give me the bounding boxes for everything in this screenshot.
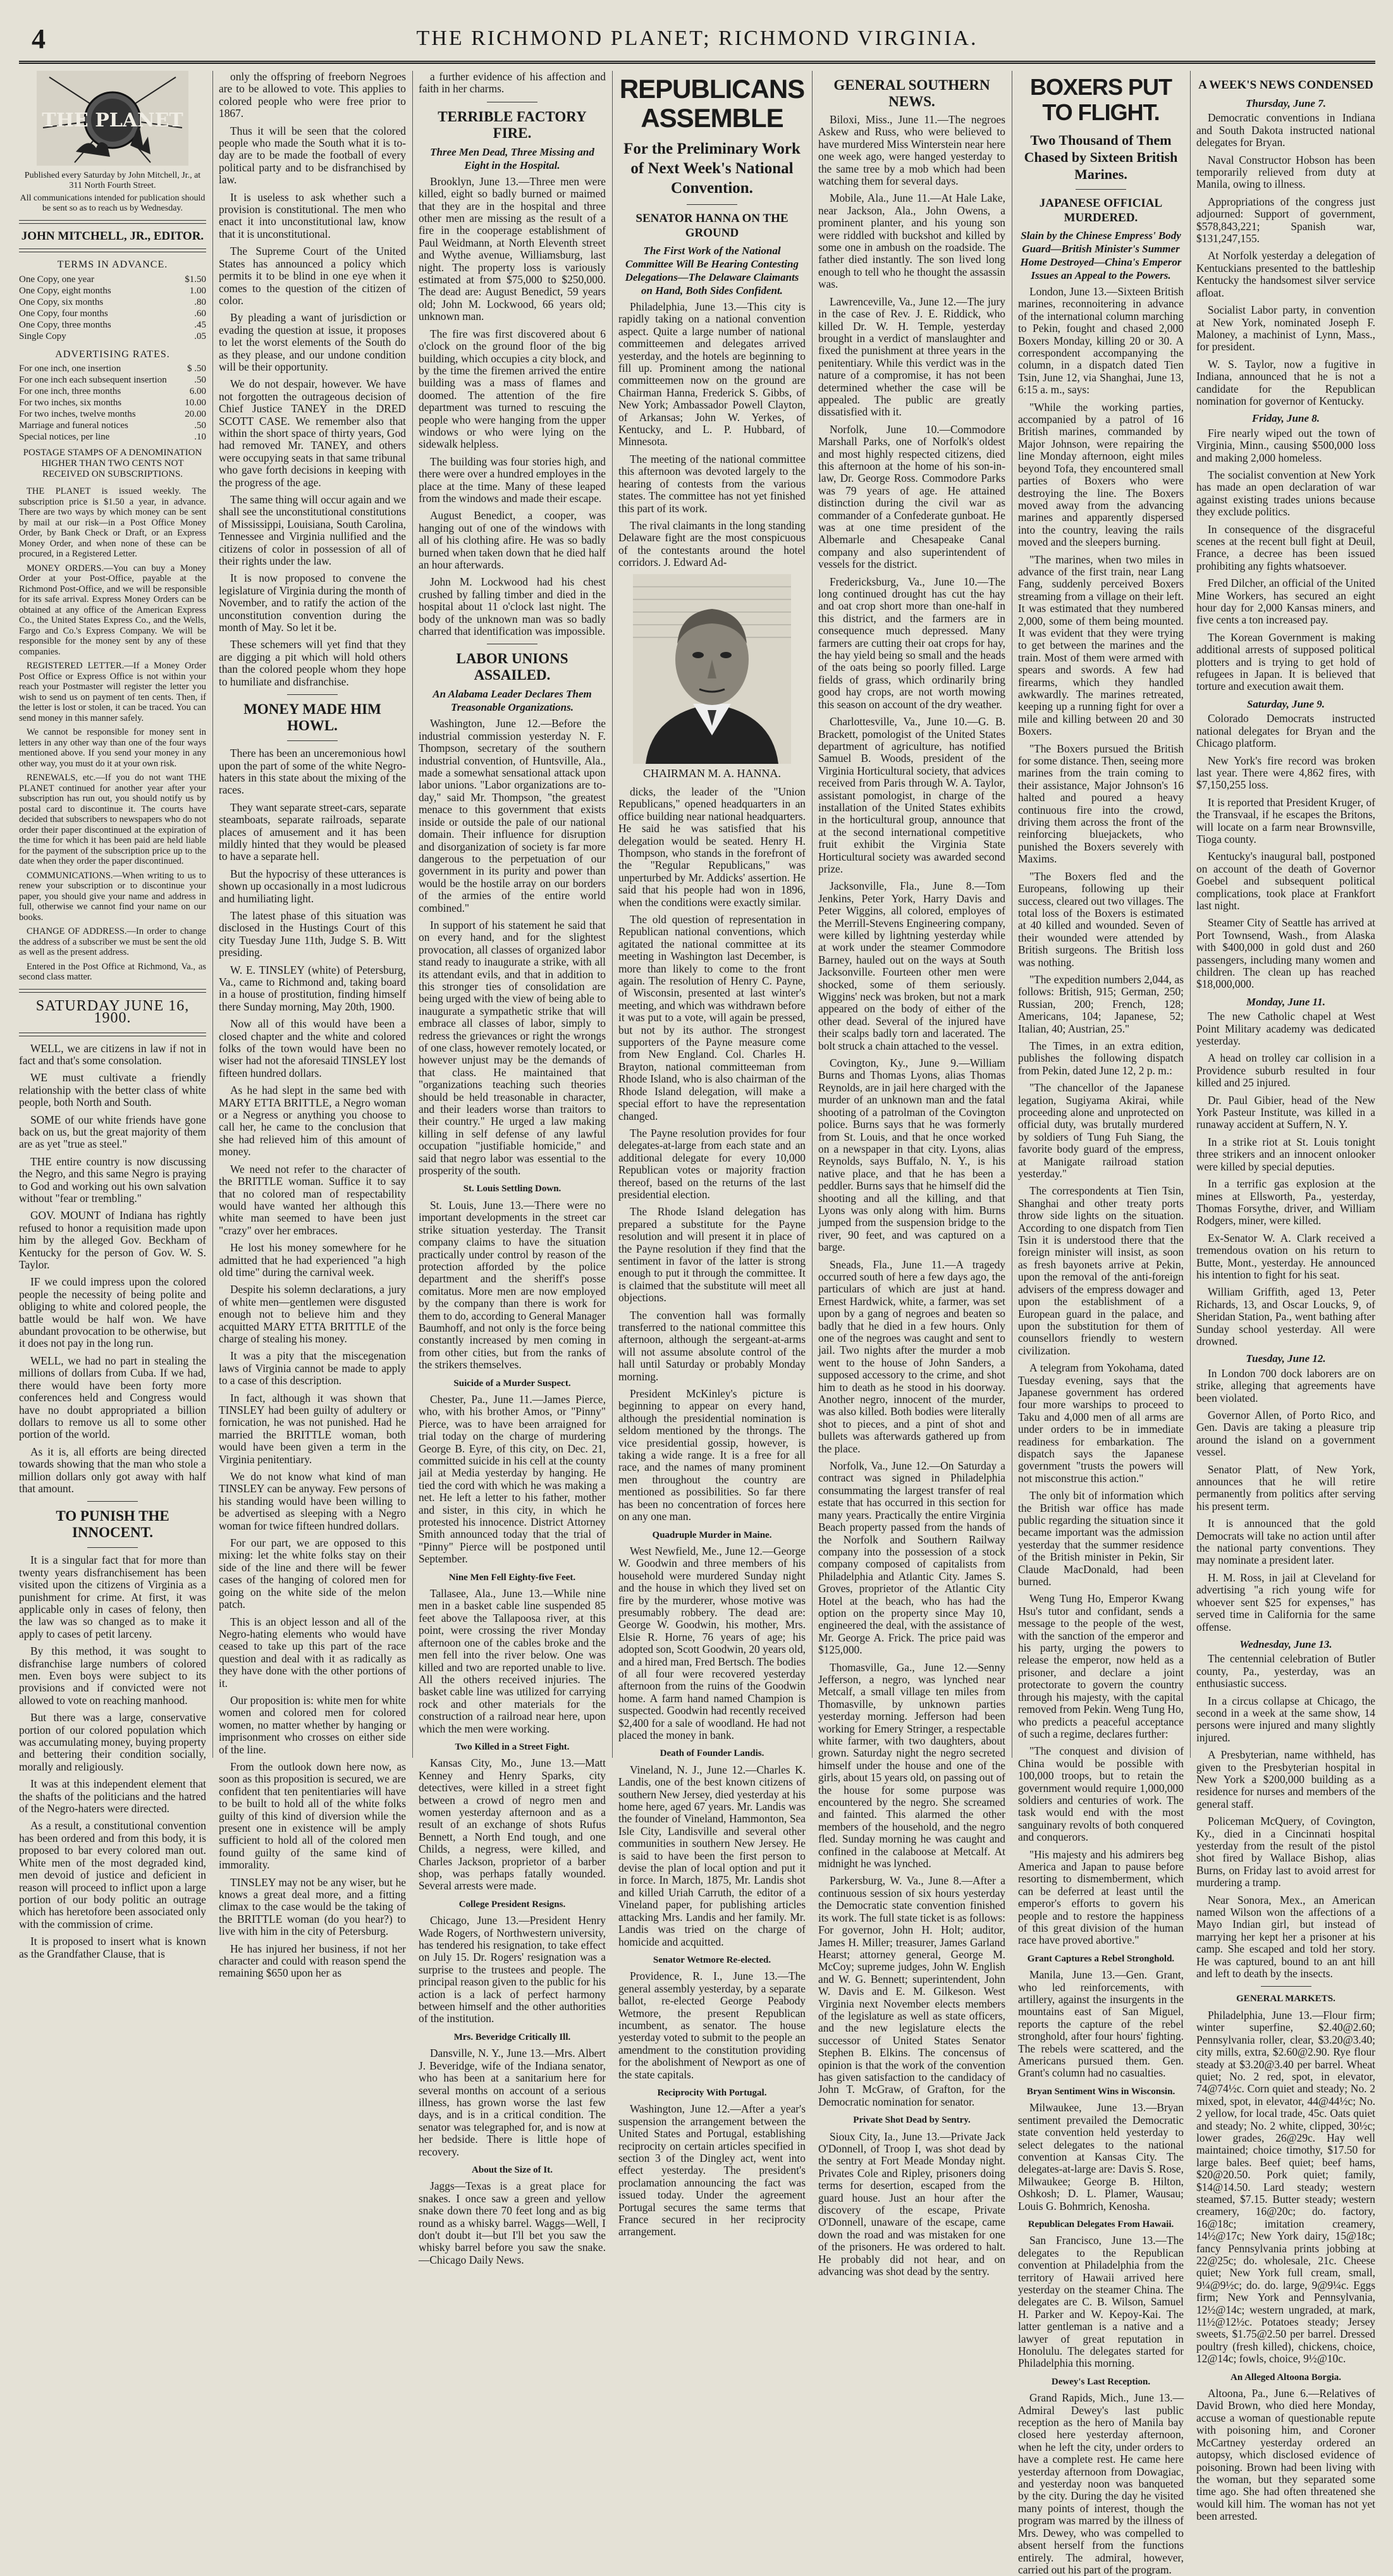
ads-row: For one inch each subsequent insertion .50 <box>19 375 206 386</box>
landis-headline: Death of Founder Landis. <box>660 1748 764 1759</box>
article-paragraph: Sneads, Fla., June 11.—A tragedy occurred south of here a few days ago, the particulars of which are just at hand. Ernest Hardwick, white, a farmer, was set upon by a gang of negroes and beaten so badly that he died in a few hours. Only one of the negroes was caught and sent to jail. Two nights after the murder a mob went to the house of John Sanders, a supposed accessory to the crime, and shot him to death as he stood in his doorway. Another negro, innocent of the murder, was also killed. Both bodies were literally shot to pieces, and a pint of shot and bullets was afterwards gathered up from the place. <box>818 1258 1005 1455</box>
news-item: A Presbyterian, name withheld, has given to the Presbyterian hospital in New York a $200,000 building as a residence for nurses and members of the general staff. <box>1196 1748 1375 1810</box>
news-item: Ex-Senator W. A. Clark received a tremendous ovation on his return to Butte, Mont., yesterday. He announced his intention to fight for his seat. <box>1196 1231 1375 1281</box>
news-item: Colorado Democrats instructed national delegates for Bryan and the Chicago platform. <box>1196 712 1375 750</box>
suicide-headline: Suicide of a Murder Suspect. <box>453 1378 571 1389</box>
terms-row: One Copy, one year $1.50 <box>19 274 206 285</box>
terms-table <box>19 274 206 342</box>
article-paragraph: For our part, we are opposed to this mixing: let the white folks stay on their side of the line and there will be fewer cases of the hanging of colored men for going on the white side of the melon patch. <box>219 1536 406 1611</box>
article-paragraph: The rival claimants in the long standing Delaware fight are the most conspicuous of the contestants around the hotel corridors. J. Edward Ad- <box>618 518 806 569</box>
column-1 <box>19 71 206 1960</box>
article-paragraph: This is an object lesson and all of the Negro-hating elements who would have ceased to take up this part of the race question and deal with it as radically as they have done with the other portions of it. <box>219 1615 406 1690</box>
bryan-headline: Bryan Sentiment Wins in Wisconsin. <box>1026 2086 1175 2097</box>
nine-headline: Nine Men Fell Eighty-five Feet. <box>448 1572 576 1583</box>
article-paragraph: Grand Rapids, Mich., June 13.—Admiral Dewey's last public reception as the hero of Manila bay closed here yesterday afternoon, when he left the city, under orders to have a complete rest. He came here yesterday afternoon from Dowagiac, and yesterday noon was banqueted by the city. During the day he visited many points of interest, though the program was marred by the illness of Mrs. Dewey, who was compelled to absent herself from the functions entirely. The admiral, however, carried out his part of the program. <box>1018 2391 1184 2576</box>
news-item: Socialist Labor party, in convention at New York, nominated Joseph F. Maloney, a machinist of Lynn, Mass., for president. <box>1196 304 1375 353</box>
column-3 <box>419 70 606 2266</box>
article-paragraph: He lost his money somewhere for he admitted that he had experienced "a high old time" during the carnival week. <box>219 1241 406 1279</box>
article-paragraph: As a result, a constitutional convention has been ordered and from this body, it is proposed to bar every colored man out. White men of the most degraded kind, men devoid of justice and deficient in reason will proceed to inflict upon a large portion of our body politic an outrage which has heretofore been associated only with the commission of crime. <box>19 1819 206 1930</box>
communications-note: All communications intended for publication should be sent so as to reach us by Wednesday. <box>20 193 206 213</box>
notice-paragraph: THE PLANET is issued weekly. The subscription price is $1.50 a year, in advance. There are two ways by which money can be sent by mail at our risk—in a Post Office Money Order, by Bank Check or Draft, or an Express Money Order, and when none of these can be procured, in a Registered Letter. <box>19 486 206 560</box>
hanna-portrait <box>633 574 791 764</box>
terms-row: One Copy, three months .45 <box>19 319 206 330</box>
article-paragraph: "The Boxers fled and the Europeans, following up their success, cleared out two villages. The total loss of the Boxers is estimated at 40 killed and wounded. Seven of their wounded were attended by British surgeons. The British loss was nothing. <box>1018 869 1184 969</box>
columns <box>19 70 1375 2576</box>
column-7 <box>1196 71 1375 2523</box>
masthead: THE RICHMOND PLANET; RICHMOND VIRGINIA. <box>416 27 978 50</box>
second-class-note: Entered in the Post Office at Richmond, Va., as second class matter. <box>19 961 206 983</box>
news-item: The Korean Government is making additional arrests of supposed political plotters and is trying to get hold of refugees in Japan. It is believed that torture and execution await them. <box>1196 630 1375 693</box>
wetmore-headline: Senator Wetmore Re-elected. <box>653 1954 771 1965</box>
article-paragraph: The same thing will occur again and we shall see the unconstitutional constitutions of Mississippi, Louisiana, South Carolina, Tennessee and Virginia nullified and the citizens of color in possession of all of their rights under the law. <box>219 493 406 568</box>
page-number: 4 <box>32 23 46 54</box>
day-heading: Tuesday, June 12. <box>1246 1352 1326 1365</box>
article-paragraph: The correspondents at Tien Tsin, Shanghai and other treaty ports throw side lights on the situation. According to one dispatch from Tien Tsin it is understood there that the foreign minister will insist, as soon as fresh bayonets arrive at Pekin, upon the removal of the anti-foreign advisers of the empress dowager and upon the establishment of a European guard in the palace, and upon the substitution for them of counsellors friendly to western civilization. <box>1018 1184 1184 1357</box>
article-paragraph: Tallasee, Ala., June 13.—While nine men in a basket cable line suspended 85 feet above the Tallapoosa river, at this point, were crossing the river Monday afternoon one of the cables broke and the men fell into the river below. One was killed and two are reported unable to live. All the others received injuries. The basket cable line was utilized for carrying rock and other materials for the construction of a railroad near here, upon which the men were working. <box>419 1587 606 1735</box>
news-item: In a strike riot at St. Louis tonight three strikers and an innocent onlooker were killed by special deputies. <box>1196 1135 1375 1173</box>
editorial-paragraph: WE must cultivate a friendly relationship with the better class of white people, both North and South. <box>19 1071 206 1109</box>
article-paragraph: The Supreme Court of the United States has announced a policy which permits it to be blind in one eye when it comes to the question of the citizen of color. <box>219 245 406 307</box>
page-header <box>19 18 1375 64</box>
news-item: A head on trolley car collision in a Providence suburb resulted in four killed and 25 injured. <box>1196 1052 1375 1089</box>
news-item: The new Catholic chapel at West Point Military academy was dedicated yesterday. <box>1196 1010 1375 1048</box>
day-heading: Saturday, June 9. <box>1246 697 1325 710</box>
news-item: Kentucky's inaugural ball, postponed on account of the death of Governor Goebel and subsequent political complications, took place at Frankfort last night. <box>1196 850 1375 912</box>
fire-deck: Three Men Dead, Three Missing and Eight in the Hospital. <box>430 145 594 171</box>
column-5 <box>818 71 1005 2278</box>
article-paragraph: By pleading a want of jurisdiction or evading the question at issue, it proposes to let the worst elements of the South do as they please, and our undone condition will be their opportunity. <box>219 311 406 373</box>
labor-headline: LABOR UNIONS ASSAILED. <box>456 651 568 684</box>
news-item: At Norfolk yesterday a delegation of Kentuckians presented to the battleship Kentucky the handsomest silver service afloat. <box>1196 249 1375 299</box>
news-item: New York's fire record was broken last year. There were 4,862 fires, with $7,150,255 loss. <box>1196 754 1375 792</box>
day-heading: Monday, June 11. <box>1246 995 1325 1008</box>
article-paragraph: "The chancellor of the Japanese legation, Sugiyama Akirai, while proceeding alone and unprotected on official duty, was brutally murdered by soldiers of Tung Fuh Siang, the favorite body guard of the empress, at Manigate railroad station yesterday." <box>1018 1081 1184 1181</box>
editorial-paragraph: IF we could impress upon the colored people the necessity of being polite and obliging to white and colored people, the battle would be half won. We have abundant provocation to be otherwise, but it does not pay in the long run. <box>19 1275 206 1350</box>
article-paragraph: The Payne resolution provides for four delegates-at-large from each state and an additional delegate for every 10,000 Republican votes or majority fraction thereof, based on the returns of the last presidential election. <box>618 1126 806 1201</box>
article-paragraph: Our proposition is: white men for white women and colored men for colored women, no matter whether by hanging or imprisonment who crosses on either side of the line. <box>219 1693 406 1756</box>
article-paragraph: Norfolk, June 10.—Commodore Marshall Parks, one of Norfolk's oldest and most highly respected citizens, died this afternoon at the home of his son-in-law, Dr. George Ross. Commodore Parks was 79 years of age. He attained distinction during the civil war as commander of a Confederate gunboat. He was at one time president of the Albemarle and Chesapeake Canal company and also superintendent of vessels for the district. <box>818 422 1005 571</box>
column-rule <box>1190 71 1191 1758</box>
article-paragraph: Charlottesville, Va., June 10.—G. B. Brackett, pomologist of the United States department of agriculture, has notified Samuel B. Woods, president of the Virginia Horticultural society, that advices received from Paris through W. A. Taylor, assistant pomologist, in charge of the installation of the United States exhibits in the horticultural group, announce that at the second international competitive fruit exhibit the Virginia State Horticultural society was awarded second prize. <box>818 715 1005 875</box>
punish-headline: TO PUNISH THE INNOCENT. <box>56 1508 169 1541</box>
article-paragraph: Fredericksburg, Va., June 10.—The long continued drought has cut the hay and oat crop short more than one-half in this district, and the farmers are in consequence much depressed. Many farmers are cutting their oat crops for hay, the hay yield being so small and the heads of the oats being so poorly filled. Large fields of grass, which ordinarily bring good hay crops, are not worth mowing this season on account of the dry weather. <box>818 575 1005 711</box>
article-paragraph: Jacksonville, Fla., June 8.—Tom Jenkins, Peter York, Harry Davis and Peter Wiggins, all colored, employes of the Merrill-Stevens Engineering company, were killed by lightning yesterday while at work under the steamer Commodore Barney, hauled out on the ways at South Jacksonville. Fourteen other men were shocked, some of them seriously. Wiggins' neck was broken, but not a mark appeared on the body of either of the other dead. Several of the injured have their scalps badly torn and lacerated. The bolt struck a chain attached to the vessel. <box>818 880 1005 1052</box>
article-paragraph: Dansville, N. Y., June 13.—Mrs. Albert J. Beveridge, wife of the Indiana senator, who has been at a sanitarium here for several months on account of a serious illness, has grown worse the last few days, and is in a critical condition. The senator was telegraphed for, and is now at her bedside. There is little hope of recovery. <box>419 2047 606 2158</box>
article-paragraph: Despite his solemn declarations, a jury of white men—gentlemen were disgusted enough not to believe him and they acquitted MARY ETTA BRITTLE of the charge of stealing his money. <box>219 1283 406 1345</box>
markets-report: Philadelphia, June 13.—Flour firm; winter superfine, $2.40@2.60; Pennsylvania roller, clear, $3.20@3.40; city mills, extra, $2.60@2.90. Rye flour steady at $3.20@3.40 per barrel. Wheat quiet; No. 2 red, spot, in elevator, 74@74½c. Corn quiet and steady; No. 2 mixed, spot, in elevator, 44@44½c; No. 2 yellow, for local trade, 45c. Oats quiet and steady; No. 2 white, clipped, 30½c; lower grades, 26@29c. Hay well maintained; choice timothy, $17.50 for large bales. Beef quiet; beef hams, $20@20.50. Pork quiet; family, $14@14.50. Lard steady; western steamed, $7.15. Butter steady; western creamery, 16@20c; do. factory, 16@18c; imitation creamery, 14½@17c; New York dairy, 15@18c; fancy Pennsylvania prints jobbing at 22@25c; do. wholesale, 21c. Cheese quiet; New York full cream, small, 9¼@9½c; do. do. large, 9@9¼c. Eggs firm; New York and Pennsylvania, 12½@14c; western ungraded, at mark, 11½@12½c. Potatoes steady; Jersey sweets, $1.75@2.50 per barrel. Dressed poultry (fresh killed), chickens, choice, 12@14c; fowls, choice, 9½@10c. <box>1196 2008 1375 2365</box>
article-paragraph: In support of his statement he said that on every hand, and for the slightest provocation, all classes of organized labor stand ready to inaugurate a strike, with all its attendant evils, and that in addition to this stronger ties of consolidation are being urged with the view of being able to inaugurate a sympathetic strike that will embrace all classes of labor, simply to redress the grievances or right the wrongs of one class, however remotely located, or however unjust may be the demands of that class. He maintained that "organizations teaching such theories should be held treasonable in character, and their leaders worse than traitors to their country." He urged a law making killing in self defense of any lawful occupation "justifiable homicide," and said that negro labor was essential to the prosperity of the south. <box>419 918 606 1177</box>
article-paragraph: Norfolk, Va., June 12.—On Saturday a contract was signed in Philadelphia consummating the largest transfer of real estate that has occurred in this section for many years. Practically the entire Virginia Beach property passed from the hands of the Norfolk and Southern Railway company into the possession of a stock company composed of capitalists from Philadelphia and Atlantic City. James S. Groves, proprietor of the Atlantic City Hotel at the beach, who has had the option on the property since May 10, engineered the deal, with the assistance of Mr. George A. Frick. The price paid was $125,000. <box>818 1459 1005 1657</box>
ads-row: Special notices, per line .10 <box>19 432 206 443</box>
hanna-subheadline: SENATOR HANNA ON THE GROUND <box>635 212 789 240</box>
notice-paragraph: REGISTERED LETTER.—If a Money Order Post Office or Express Office is not within your reach your Postmaster will register the letter you wish to send us on payment of ten cents. Then, if the letter is lost or stolen, it can be traced. You can send money in this manner safely. <box>19 661 206 723</box>
quadruple-headline: Quadruple Murder in Maine. <box>652 1530 772 1540</box>
news-item: In a terrific gas explosion at the mines at Ellsworth, Pa., yesterday, Thomas Forsythe, driver, and William Rodgers, miner, were killed. <box>1196 1177 1375 1227</box>
article-paragraph: As he had slept in the same bed with MARY ETTA BRITTLE, a Negro woman or a Negress or anything you choose to call her, he came to the conclusion that she had relieved him of this amount of money. <box>219 1084 406 1158</box>
news-item: Democratic conventions in Indiana and South Dakota instructed national delegates for Bryan. <box>1196 111 1375 149</box>
news-item: Near Sonora, Mex., an American named Wilson won the affections of a Mayo Indian girl, but instead of marrying her kept her a prisoner at his camp. She escaped and told her story. He was captured, bound to an ant hill and left to death by the insects. <box>1196 1893 1375 1980</box>
news-item: It is reported that President Kruger, of the Transvaal, if he escapes the Britons, will locate on a farm near Brownsville, Tioga county. <box>1196 795 1375 845</box>
labor-deck: An Alabama Leader Declares Them Treasonable Organizations. <box>433 688 592 714</box>
published-note: Published every Saturday by John Mitchell, Jr., at 311 North Fourth Street. <box>24 171 201 190</box>
article-paragraph: By this method, it was sought to disfranchise large numbers of colored men. Even boys were subject to its provisions and if convicted were not allowed to vote on reaching manhood. <box>19 1645 206 1707</box>
article-paragraph: "The Boxers pursued the British for some distance. Then, seeing more marines from the train coming to their assistance, Major Johnson's 16 halted and poured a heavy continuous fire into the crowd, driving them across the front of the reinforcing bluejackets, who punished the Boxers severely with Maxims. <box>1018 742 1184 866</box>
stl-headline: St. Louis Settling Down. <box>463 1184 561 1194</box>
article-paragraph: Biloxi, Miss., June 11.—The negroes Askew and Russ, who were believed to have murdered Miss Winterstein near here one week ago, were hanged yesterday to the same tree by a mob which had been watching them for several days. <box>818 113 1005 188</box>
editorial-paragraph: WELL, we are citizens in law if not in fact and that's some consolation. <box>19 1041 206 1067</box>
article-paragraph: Thomasville, Ga., June 12.—Senny Jefferson, a negro, was lynched near Metcalf, a small village ten miles from Thomasville, by unknown parties yesterday morning. Jefferson had been working for Emery Stringer, a respectable white farmer, with two daughters, about grown. Saturday night the negro secreted himself under the house and one of the girls, about 15 years old, on passing out of the house for some purpose was encountered by the negro. She screamed and fainted. This alarmed the other members of the household, and the negro fled. Sunday morning he was caught and confined in the calaboose at Metcalf. At midnight he was lynched. <box>818 1660 1005 1870</box>
article-paragraph: "The expedition numbers 2,044, as follows: British, 915; German, 250; Russian, 200; French, 128; Americans, 104; Japanese, 52; Italian, 40; Austrian, 25." <box>1018 972 1184 1035</box>
article-paragraph: Washington, June 12.—After a year's suspension the arrangement between the United States and Portugal, establishing reciprocity on certain articles specified in section 3 of the Dingley act, went into effect yesterday. The president's proclamation announcing the fact was issued today. Under the agreement Portugal secures the same terms that France secured in her reciprocity arrangement. <box>618 2102 806 2238</box>
article-paragraph: Parkersburg, W. Va., June 8.—After a continuous session of six hours yesterday the Democratic state convention finished its work. The full state ticket is as follows: For governor, John H. Holt; auditor, James H. Miller; treasurer, James Garland Hearst; attorney general, George M. McCoy; supreme judges, John W. English and W. G. Bennett; superintendent, John W. Davis and E. M. Gilkeson. West Virginia next November elects members of the legislature as well as state officers, and the new legislature elects the successor of United States Senator Stephen B. Elkins. The concensus of opinion is that the work of the convention has given satisfaction to the candidacy of John T. McGraw, of Grafton, for the Democratic nomination for senator. <box>818 1874 1005 2108</box>
news-item: Naval Constructor Hobson has been temporarily relieved from duty at Manila, owing to illness. <box>1196 153 1375 191</box>
terms-row: One Copy, six months .80 <box>19 297 206 307</box>
ads-row: For one inch, one insertion $ .50 <box>19 364 206 374</box>
article-paragraph: Chester, Pa., June 11.—James Pierce, who, with his brother Amos, or "Pinny" Pierce, was to have been arraigned for trial today on the charge of murdering George B. Eyre, of this city, on Dec. 21, committed suicide in his cell at the county jail at Media yesterday by hanging. He tied the cord with which he was making a net. He left a letter to his father, mother and sister, in this city, in which he protested his innocence. District Attorney Smith announced today that the trial of "Pinny" Pierce will be postponed until September. <box>419 1392 606 1566</box>
news-item: In London 700 dock laborers are on strike, alleging that agreements have been violated. <box>1196 1366 1375 1404</box>
article-paragraph: They want separate street-cars, separate steamboats, separate railroads, separate places of amusement and it has been mildly hinted that they would be pleased to have a separate hell. <box>219 800 406 863</box>
editorial-paragraph: As it is, all efforts are being directed towards showing that the man who stole a million dollars only got away with half that amount. <box>19 1445 206 1495</box>
college-headline: College President Resigns. <box>458 1899 566 1910</box>
two-killed-headline: Two Killed in a Street Fight. <box>455 1741 570 1752</box>
article-paragraph: Chicago, June 13.—President Henry Wade Rogers, of Northwestern university, has tendered his resignation, to take effect on July 15. Dr. Rogers' resignation was a surprise to the trustees and people. The principal reason given to the public for his action is a lack of perfect harmony between himself and the other authorities of the institution. <box>419 1914 606 2025</box>
article-paragraph: President McKinley's picture is beginning to appear on every hand, although the presidential nomination is seldom mentioned by the throngs. The vice presidential gossip, however, is taking a wide range. It is a free for all race, and the names of many prominent men throughout the country are mentioned as possibilities. So far there has been no concentration of forces here on any one man. <box>618 1387 806 1523</box>
article-paragraph: TINSLEY may not be any wiser, but he knows a great deal more, and a fitting climax to the case would be the taking of the BRITTLE woman (do you hear?) to live with him in the city of Petersburg. <box>219 1875 406 1938</box>
sentry-headline: Private Shot Dead by Sentry. <box>853 2115 971 2126</box>
republicans-headline: REPUBLICANS ASSEMBLE <box>619 74 805 133</box>
logo-text: THE PLANET <box>42 109 183 132</box>
article-paragraph: The convention hall was formally transferred to the national committee this afternoon, although the sergeant-at-arms will not assume absolute control of the hall until Saturday or probably Monday morning. <box>618 1308 806 1383</box>
article-paragraph: only the offspring of freeborn Negroes are to be allowed to vote. This applies to colored people who were free prior to 1867. <box>219 70 406 120</box>
article-paragraph: It is useless to ask whether such a provision is constitutional. The men who enact it into unconstitutional law, know that it is unconstitutional. <box>219 190 406 240</box>
size-headline: About the Size of It. <box>472 2164 553 2175</box>
article-paragraph: The building was four stories high, and there were over a hundred employes in the place at the time. Many of these leaped from the windows and made their escape. <box>419 455 606 505</box>
terms-title: TERMS IN ADVANCE. <box>57 259 168 271</box>
article-paragraph: St. Louis, June 13.—There were no important developments in the street car strike situation yesterday. The Transit company claims to have the situation practically under control by reason of the protection afforded by the police department and the sheriff's posse comitatus. More men are now employed by the company than there is work for them to do, according to General Manager Baumhoff, and not only is the force being constantly increased by men coming in from other cities, but from the ranks of the strikers themselves. <box>419 1198 606 1371</box>
article-paragraph: The Times, in an extra edition, publishes the following dispatch from Pekin, dated June 12, 2 p. m.: <box>1018 1039 1184 1077</box>
news-item: In a circus collapse at Chicago, the second in a week at the same show, 14 persons were injured and many slightly injured. <box>1196 1694 1375 1744</box>
article-paragraph: The old question of representation in Republican national conventions, which agitated the national committee at its meeting in Washington last December, is more than likely to come to the front again. The resolution of Henry C. Payne, of Wisconsin, presented at last winter's meeting, and which was withdrawn before it was put to a vote, will again be pressed, but not by its author. The strongest supporters of the Payne measure come from New England. Col. Charles H. Brayton, national committeeman from Rhode Island, who is also chairman of the Rhode Island delegation, will make a special effort to have the representation changed. <box>618 913 806 1122</box>
notice-paragraph: COMMUNICATIONS.—When writing to us to renew your subscription or to discontinue your paper, you should give your name and address in full, otherwise we cannot find your name on our books. <box>19 870 206 923</box>
article-paragraph: Mobile, Ala., June 11.—At Hale Lake, near Jackson, Ala., John Owens, a prominent planter, and his young son were riddled with buckshot and killed by some one in ambush on the roadside. The father died instantly. The son lived long enough to tell who he thought the assassin was. <box>818 192 1005 291</box>
article-paragraph: "His majesty and his admirers beg America and Japan to pause before resorting to dismemberment, which can be deferred at least until the emperor's efforts to govern his people and to restore the happiness of this great division of the human race have proved abortive." <box>1018 1848 1184 1947</box>
article-paragraph: "The conquest and division of China would be possible with 100,000 troops, but to retain the government would require 1,000,000 soldiers and centuries of work. The task would end with the most sanguinary revolts of both conquered and conquerors. <box>1018 1745 1184 1844</box>
article-paragraph: Altoona, Pa., June 6.—Relatives of David Brown, who died here Monday, accuse a woman of questionable repute with poisoning him, and Coroner McCartney yesterday ordered an autopsy, which disclosed evidence of poisoning. Brown had been living with the woman, but they separated some time ago. She had often threatened she would kill him. The woman has not yet been arrested. <box>1196 2387 1375 2523</box>
article-paragraph: Jaggs—Texas is a great place for snakes. I once saw a green and yellow snake down there 70 feet long and as big round as a whisky barrel. Waggs—Well, I don't doubt it—but I'll bet you saw the whisky barrel before you saw the snake.—Chicago Daily News. <box>419 2180 606 2266</box>
article-paragraph: In fact, although it was shown that TINSLEY had been guilty of adultery or fornication, he was not punished. Had he married the BRITTLE woman, both would have been given a term in the Virginia penitentiary. <box>219 1391 406 1466</box>
terms-row: One Copy, four months .60 <box>19 308 206 319</box>
article-paragraph: "The marines, when two miles in advance of the first train, near Lang Fang, suddenly perceived Boxers streaming from a village on their left. It was estimated that they numbered 2,000, some of them being mounted. It was evident that they were trying to get between the marines and the train. Most of them were armed with spears and swords. A few had firearms, which they handled awkwardly. The marines retreated, keeping up a running fight for over a mile and killing between 20 and 30 Boxers. <box>1018 553 1184 738</box>
news-item: Policeman McQuery, of Covington, Ky., died in a Cincinnati hospital yesterday from the result of the pistol shot fired by Wallace Bishop, alias Burns, on Friday last to avoid arrest for murdering a tramp. <box>1196 1815 1375 1889</box>
article-paragraph: Milwaukee, June 13.—Bryan sentiment prevailed the Democratic state convention held yesterday to select delegates to the national convention at Kansas City. The delegates-at-large are: Davis S. Rose, Milwaukee; George B. Hilton, Oshkosh; D. L. Plamer, Wausau; Louis G. Bohmrich, Kenosha. <box>1018 2101 1184 2212</box>
day-heading: Wednesday, June 13. <box>1239 1638 1332 1650</box>
notice-paragraph: We cannot be responsible for money sent in letters in any other way than one of the four ways mentioned above. If you send your money in any other way, you must do it at your own risk. <box>19 727 206 769</box>
article-paragraph: Thus it will be seen that the colored people who made the South what it is to-day are to be made the football of every political party and to be disfranchised by law. <box>219 124 406 187</box>
boxers-deck: Two Thousand of Them Chased by Sixteen British Marines. <box>1024 132 1178 182</box>
article-paragraph: dicks, the leader of the "Union Republicans," opened headquarters in an office building near national headquarters. He said he was satisfied that his delegation would be seated. Henry H. Thompson, who stands in the forefront of the "Regular Republicans," was unperturbed by Mr. Addicks' assertion. He said that his people had won in 1896, when the conditions were exactly similar. <box>618 785 806 909</box>
terms-row: Single Copy .05 <box>19 331 206 341</box>
article-paragraph: But the hypocrisy of these utterances is shown up occasionally in a most ludicrous and humiliating light. <box>219 867 406 905</box>
article-paragraph: a further evidence of his affection and faith in her charms. <box>419 70 606 95</box>
day-heading: Thursday, June 7. <box>1246 97 1326 109</box>
ads-row: For one inch, three months 6.00 <box>19 386 206 397</box>
article-paragraph: It was a pity that the miscegenation laws of Virginia cannot be made to apply to a case of this description. <box>219 1349 406 1387</box>
boxers-deck2: Slain by the Chinese Empress' Body Guard—British Minister's Summer Home Destroyed—China's Emperor Issues an Appeal to the Powers. <box>1020 230 1182 281</box>
notice-paragraph: MONEY ORDERS.—You can buy a Money Order at your Post-Office, payable at the Richmond Post-Office, and we will be responsible for its safe arrival. Express Money Orders can be obtained at any office of the American Express Co., the United States Express Co., and the Wells, Fargo and Co.'s Express Company. We will be responsible for the money sent by any of these companies. <box>19 563 206 657</box>
article-paragraph: Sioux City, Ia., June 13.—Private Jack O'Donnell, of Troop I, was shot dead by the sentry at Fort Meade Monday night. Privates Cole and Ripley, prisoners doing terms for desertion, escaped from the guard house. Just an hour after the discovery of the escape, Private O'Donnell, unaware of the escape, came down the road and was mistaken for one of the prisoners. He was ordered to halt. He probably did not hear, and on advancing was shot dead by the sentry. <box>818 2130 1005 2278</box>
article-paragraph: Lawrenceville, Va., June 12.—The jury in the case of Rev. J. E. Riddick, who killed Dr. W. H. Temple, yesterday brought in a verdict of manslaughter and fixed the punishment at three years in the penitentiary. While this verdict was in the nature of a compromise, it has not been determined whether the case will be appealed. The public are greatly dissatisfied with it. <box>818 295 1005 419</box>
article-paragraph: It is a singular fact that for more than twenty years disfranchisement has been visited upon the citizens of Virginia as a punishment for crime. At first, it was applicable only in cases of felony, then the law was so changed as to make it apply to cases of petit larceny. <box>19 1554 206 1640</box>
article-paragraph: The fire was first discovered about 6 o'clock on the ground floor of the big building, which occupies a city block, and by the time the firemen arrived the entire building was a mass of flames and doomed. The attention of the fire department was turned to rescuing the people who were hanging from the upper windows or who were lying on the sidewalk helpless. <box>419 327 606 451</box>
news-item: Appropriations of the congress just adjourned: Support of government, $578,843,221; Spanish war, $131,247,155. <box>1196 195 1375 245</box>
terms-row: One Copy, eight months 1.00 <box>19 285 206 296</box>
altoona-headline: An Alleged Altoona Borgia. <box>1230 2372 1341 2383</box>
news-item: It is announced that the gold Democrats will take no action until after the national party conventions. They may nominate a president later. <box>1196 1517 1375 1567</box>
issue-date: SATURDAY JUNE 16, 1900. <box>35 997 190 1027</box>
editorial-paragraph: SOME of our white friends have gone back on us, but the great majority of them are as yet "true as steel." <box>19 1113 206 1151</box>
grant-headline: Grant Captures a Rebel Stronghold. <box>1027 1953 1175 1964</box>
notice-paragraph: RENEWALS, etc.—If you do not want THE PLANET continued for another year after your subscription has run out, you should notify us by postal card to discontinue it. The courts have decided that subscribers to newspapers who do not order their paper discontinued at the expiration of the time for which it has been paid are held liable for the payment of the subscription price up to the date when they order the paper discontinued. <box>19 773 206 867</box>
money-headline: MONEY MADE HIM HOWL. <box>243 701 381 734</box>
ads-row: For two inches, twelve months 20.00 <box>19 409 206 420</box>
article-paragraph: We do not know what kind of man TINSLEY can be anyway. Few persons of his standing would have been willing to be advertised as sleeping with a Negro woman for twice fifteen hundred dollars. <box>219 1470 406 1532</box>
editorial-paragraph: THE entire country is now discussing the Negro, and this same Negro is praying to God and working out his own salvation without "fear or trembling." <box>19 1155 206 1205</box>
editor-line: JOHN MITCHELL, JR., EDITOR. <box>21 230 204 243</box>
article-paragraph: Kansas City, Mo., June 13.—Matt Kenney and Henry Sparks, city detectives, were killed in a street fight between a crowd of negro men and women yesterday afternoon and as a result of an exchange of shots Rufus Bennett, a North End tough, and one Childs, a negress, were killed, and Charles Jackson, proprietor of a barber shop, was perhaps fatally wounded. Several arrests were made. <box>419 1757 606 1892</box>
news-item: The socialist convention at New York has made an open declaration of war against existing trades unions because they exclude politics. <box>1196 468 1375 518</box>
article-paragraph: Washington, June 12.—Before the industrial commission yesterday N. F. Thompson, secretary of the southern industrial convention, of Huntsville, Ala., made a somewhat sensational attack upon labor unions. "Labor organizations are to-day," said Mr. Thompson, "the greatest menace to this government that exists inside or outside the pale of our national domain. Their influence for disruption and disorganization of society is far more dangerous to the perpetuation of our government in its purity and power than would be the hostile array on our borders of the armies of the entire world combined." <box>419 717 606 914</box>
article-paragraph: But there was a large, conservative portion of our colored population which was accumulating money, buying property and bettering their condition socially, morally and religiously. <box>19 1711 206 1773</box>
article-paragraph: These schemers will yet find that they are digging a pit which will hold others than the colored people whom they hope to humiliate and disfranchise. <box>219 638 406 688</box>
news-item: The centennial celebration of Butler county, Pa., yesterday, was an enthusiastic success. <box>1196 1652 1375 1690</box>
column-2 <box>219 70 406 1980</box>
column-rule <box>812 71 813 1758</box>
hawaii-headline: Republican Delegates From Hawaii. <box>1028 2219 1174 2229</box>
dewey-headline: Dewey's Last Reception. <box>1051 2376 1151 2387</box>
article-paragraph: Brooklyn, June 13.—Three men were killed, eight so badly burned or maimed that they are in the hospital and three other men are missing as the result of a fire in the cooperage establishment of Paul Weidmann, at North Eleventh street and Wythe avenue, Williamsburg, last night. The property loss is variously estimated at from $75,000 to $250,000. The dead are: August Benedict, 59 years old; John M. Lockwood, 66 years old; unknown man. <box>419 175 606 323</box>
news-item: H. M. Ross, in jail at Cleveland for advertising "a rich young wife for whoever sent $25 for expenses," has served time in California for the same offense. <box>1196 1571 1375 1633</box>
column-rule <box>212 71 213 1758</box>
article-paragraph: "While the working parties, accompanied by a patrol of 16 British marines, commanded by Major Johnson, were repairing the line Monday afternoon, eight miles beyond Tofa, they encountered small parties of Boxers who were destroying the line. The Boxers moved away from the advancing marines and apparently dispersed into the country, leaving the rails moved and the sleepers burning. <box>1018 400 1184 549</box>
article-paragraph: The meeting of the national committee this afternoon was devoted largely to the hearing of contests from the various states. The committee has not yet finished this part of its work. <box>618 452 806 515</box>
news-item: Steamer City of Seattle has arrived at Port Townsend, Wash., from Alaska with $400,000 in gold dust and 260 passengers, including many women and children. The clean up has reached $18,000,000. <box>1196 916 1375 991</box>
ads-table <box>19 363 206 443</box>
ads-row: Marriage and funeral notices .50 <box>19 420 206 431</box>
editorial-paragraph: GOV. MOUNT of Indiana has rightly refused to honor a requisition made upon him by the alleged Gov. Beckham of Kentucky for the person of Gov. W. S. Taylor. <box>19 1209 206 1272</box>
article-paragraph: Providence, R. I., June 13.—The general assembly yesterday, by a separate ballot, re-elected George Peabody Wetmore, the present Republican incumbent, as senator. The house yesterday voted to submit to the people an amendment to the constitution providing for the abolishment of Newport as one of the state capitals. <box>618 1970 806 2081</box>
article-paragraph: August Benedict, a cooper, was hanging out of one of the windows with all of his clothing afire. He was so badly burned when taken down that he died half an hour afterwards. <box>419 509 606 571</box>
news-item: W. S. Taylor, now a fugitive in Indiana, announced that he is not a candidate for the Republican nomination for governor of Kentucky. <box>1196 357 1375 407</box>
japanese-subheadline: JAPANESE OFFICIAL MURDERED. <box>1039 197 1163 224</box>
portrait-caption: CHAIRMAN M. A. HANNA. <box>642 766 781 780</box>
article-paragraph: London, June 13.—Sixteen British marines, reconnoitering in advance of the international column marching to Pekin, fought and chased 2,000 Boxers Monday, killing 20 or 30. A correspondent accompanying the column, in a dispatch dated Tien Tsin, June 12, via Shanghai, June 13, 6:15 a. m., says: <box>1018 285 1184 396</box>
article-paragraph: It is now proposed to convene the legislature of Virginia during the month of November, and to ratify the action of the unconstitution convention during the month of May. So let it be. <box>219 572 406 634</box>
article-paragraph: He has injured her business, if not her character and could with reason spend the remaining $650 upon her as <box>219 1942 406 1980</box>
article-paragraph: There has been an unceremonious howl upon the part of some of the white Negro-haters in this state about the mixing of the races. <box>219 747 406 797</box>
editorial-paragraph: WELL, we had no part in stealing the millions of dollars from Cuba. If we had, there would have been forty more conferences held and Congress would have no doubt appropriated a billion dollars to remove us all to some other portion of the world. <box>19 1354 206 1441</box>
news-item: Fire nearly wiped out the town of Virginia, Minn., causing $500,000 loss and making 2,000 homeless. <box>1196 426 1375 464</box>
southern-news-headline: GENERAL SOUTHERN NEWS. <box>833 77 990 109</box>
article-paragraph: Now all of this would have been a closed chapter and the white and colored folks of the town would have been no wiser had not the aforesaid TINSLEY lost fifteen hundred dollars. <box>219 1017 406 1079</box>
markets-headline: GENERAL MARKETS. <box>1236 1994 1335 2004</box>
article-paragraph: John M. Lockwood had his chest crushed by falling timber and died in the hospital about 11 o'clock last night. The body of the unknown man was so badly charred that identification was impossible. <box>419 575 606 638</box>
article-paragraph: It is proposed to insert what is known as the Grandfather Clause, that is <box>19 1935 206 1960</box>
stamp-note: POSTAGE STAMPS OF A DENOMINATION HIGHER THAN TWO CENTS NOT RECEIVED ON SUBSCRIPTIONS. <box>23 448 202 480</box>
beveridge-headline: Mrs. Beveridge Critically Ill. <box>453 2032 571 2042</box>
article-paragraph: The latest phase of this situation was disclosed in the Hustings Court of this city Tuesday June 11th, Judge S. B. Witt presiding. <box>219 909 406 959</box>
day-heading: Friday, June 8. <box>1251 412 1320 425</box>
article-paragraph: We do not despair, however. We have not forgotten the outrageous decision of Chief Justice TANEY in the DRED SCOTT CASE. We remember also that within the short space of thirty years, God had removed Mr. TANEY, and others were occupying seats in that same tribunal who gave forth decisions in keeping with the progress of the age. <box>219 377 406 489</box>
column-rule <box>412 71 413 1758</box>
news-item: In consequence of the disgraceful scenes at the recent bull fight at Deuil, France, a decree has been issued prohibiting any fights whatsoever. <box>1196 522 1375 572</box>
news-item: William Griffith, aged 13, Peter Richards, 13, and Oscar Loucks, 9, of Sheridan Station, Pa., went bathing after Sunday school yesterday. All were drowned. <box>1196 1285 1375 1347</box>
ads-title: ADVERTISING RATES. <box>55 348 170 360</box>
article-paragraph: Vineland, N. J., June 12.—Charles K. Landis, one of the best known citizens of southern New Jersey, died yesterday at his home here, aged 67 years. Mr. Landis was the founder of Vineland, Hammonton, Sea Isle City, Landisville and several other communities in southern New Jersey. He is said to have been the first person to devise the plan of local option and put it in force. In March, 1875, Mr. Landis shot and killed Uriah Carruth, the editor of a Vineland paper, for publishing articles attacking Mrs. Landis and her family. Mr. Landis was tried on the charge of homicide and acquitted. <box>618 1763 806 1948</box>
news-item: Dr. Paul Gibier, head of the New York Pasteur Institute, was killed in a runaway accident at Suffern, N. Y. <box>1196 1093 1375 1131</box>
news-item: Fred Dilcher, an official of the United Mine Workers, has secured an eight hour day for 2,000 Kansas miners, and five cents a ton increased pay. <box>1196 577 1375 627</box>
republicans-deck: For the Preliminary Work of Next Week's National Convention. <box>623 140 801 197</box>
column-4 <box>618 71 806 2238</box>
article-paragraph: We need not refer to the character of the BRITTLE woman. Suffice it to say that no colored man of respectability would have wanted her although this white man seemed to have been just "crazy" over her embraces. <box>219 1162 406 1237</box>
article-paragraph: Manila, June 13.—Gen. Grant, who led reinforcements, with artillery, against the insurgents in the mountains east of San Miguel, reports the capture of the rebel stronghold, after four hours' fighting. The rebels were scattered, and the Americans pursued them. Gen. Grant's column had no casualties. <box>1018 1968 1184 2080</box>
news-item: Senator Platt, of New York, announces that he will retire permanently from politics after serving his present term. <box>1196 1463 1375 1512</box>
planet-logo <box>37 71 188 166</box>
article-paragraph: It was at this independent element that the shafts of the politicians and the hatred of the Negro-haters were directed. <box>19 1777 206 1815</box>
article-paragraph: The only bit of information which the British war office has made public regarding the situation since it became important was the admission yesterday that the summer residence of the British minister in Pekin, Sir Claude MacDonald, had been burned. <box>1018 1489 1184 1588</box>
column-rule <box>612 71 613 1758</box>
column-6 <box>1018 71 1184 2576</box>
article-paragraph: Covington, Ky., June 9.—William Burns and Thomas Lyons, alias Thomas Reynolds, are in jail here charged with the murder of an unknown man and the fatal shooting of a patrolman of the Covington police. Burns says that he was formerly from St. Louis, and that he once worked on a newspaper in that city. Lyons, alias Reynolds, says Buffalo, N. Y., is his native place, and that he has been a peddler. Burns says that he himself did the shooting and all the killing, and that Lyons was only along with him. Burns jumped from the suspension bridge to the river, 90 feet, and was captured on a barge. <box>818 1057 1005 1254</box>
article-paragraph: W. E. TINSLEY (white) of Petersburg, Va., came to Richmond and, taking board in a house of prostitution, finding himself there Sunday morning, May 20th, 1900. <box>219 963 406 1013</box>
reciprocity-headline: Reciprocity With Portugal. <box>657 2087 767 2098</box>
article-paragraph: A telegram from Yokohama, dated Tuesday evening, says that the Japanese government has ordered four more warships to proceed to Taku and 4,000 men of all arms are under orders to be in immediate readiness for embarkation. The dispatch says the Japanese government "trusts the powers will not misconstrue this action." <box>1018 1361 1184 1485</box>
boxers-headline: BOXERS PUT TO FLIGHT. <box>1029 74 1172 125</box>
week-news-headline: A WEEK'S NEWS CONDENSED <box>1198 78 1373 92</box>
ads-row: For two inches, six months 10.00 <box>19 398 206 408</box>
article-paragraph: The Rhode Island delegation has prepared a substitute for the Payne resolution and will present it in place of the Payne resolution if they find that the sentiment in favor of the latter is strong enough to put it through the committee. It is claimed that the substitute will meet all objections. <box>618 1205 806 1304</box>
notice-paragraph: CHANGE OF ADDRESS.—In order to change the address of a subscriber we must be sent the old as well as the present address. <box>19 926 206 958</box>
news-item: Governor Allen, of Porto Rico, and Gen. Davis are taking a pleasure trip around the island on a government vessel. <box>1196 1409 1375 1459</box>
article-paragraph: From the outlook down here now, as soon as this proposition is secured, we are confident that ten penitentiaries will have to be built to hold all of the white folks guilty of this kind of diversion while the present one in existence will be amply sufficient to hold all of the colored men found guilty of the same kind of immorality. <box>219 1760 406 1872</box>
hanna-deck: The First Work of the National Committee Will Be Hearing Contesting Delegations—The Delaware Claimants on Hand, Both Sides Confident. <box>625 245 799 297</box>
subscription-notices <box>19 486 206 983</box>
fire-headline: TERRIBLE FACTORY FIRE. <box>438 108 587 141</box>
article-paragraph: Philadelphia, June 13.—This city is rapidly taking on a national convention aspect. Quite a large number of national committeemen and delegates arrived yesterday, and the hotels are beginning to fill up. Prominent among the national committeemen now on the ground are Chairman Hanna, Frederick S. Gibbs, of New York; Ambassador Powell Clayton, of Arkansas; John W. Yerkes, of Kentucky, and L. P. Hubbard, of Minnesota. <box>618 300 806 448</box>
article-paragraph: West Newfield, Me., June 12.—George W. Goodwin and three members of his household were murdered Sunday night and the house in which they lived set on fire by the murderer, whose motive was presumably robbery. The dead are: George W. Goodwin, his mother, Mrs. Elsie R. Horne, 76 years of age; his adopted son, Scott Goodwin, 20 years old, and a hired man, Fred Bertsch. The bodies of all four were recovered yesterday afternoon from the ruins of the Goodwin home. A farm hand named Champion is suspected. Goodwin had recently received $2,400 for a sale of woodland. He had not placed the money in bank. <box>618 1544 806 1741</box>
article-paragraph: Weng Tung Ho, Emperor Kwang Hsu's tutor and confidant, sends a message to the people of the west, with the sanction of the emperor and his party, urging the powers to release the emperor, now held as a prisoner, and declare a joint protectorate to govern the country through his majesty, with the capital removed from Pekin. Weng Tung Ho, who predicts a peaceful acceptance of such a regime, declares further: <box>1018 1592 1184 1740</box>
article-paragraph: San Francisco, June 13.—The delegates to the Republican convention at Philadelphia from the territory of Hawaii arrived here yesterday on the steamer China. The delegates are C. B. Wilson, Samuel H. Parker and W. Kepoy-Kai. The latter gentleman is a native and a lawyer of great reputation in Honolulu. The delegates started for Philadelphia this morning. <box>1018 2234 1184 2370</box>
